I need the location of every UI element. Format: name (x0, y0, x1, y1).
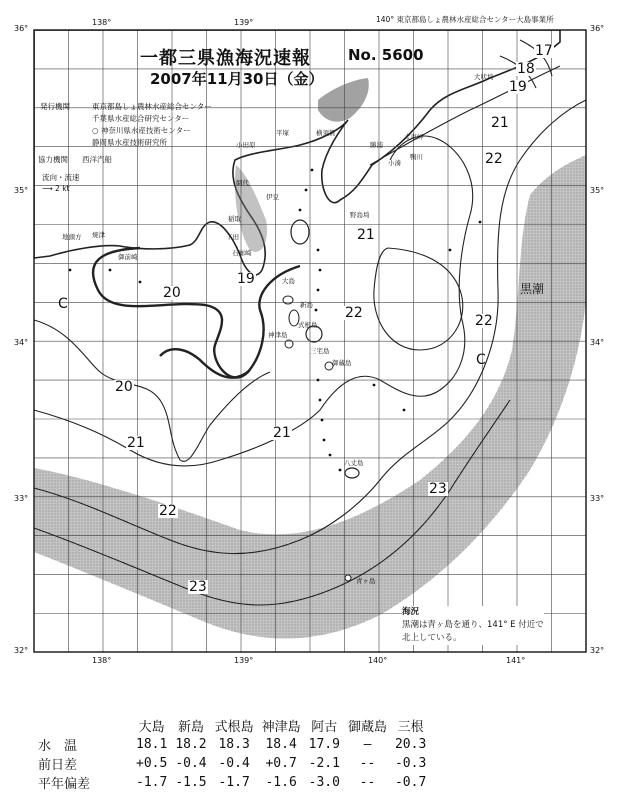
row-label: 前日差 (38, 758, 78, 773)
place-label: 小田原 (236, 141, 256, 149)
isotherm-label: 22 (159, 503, 177, 519)
cooperation-label: 協力機関 (38, 155, 68, 164)
place-label: 勝浦 (370, 141, 383, 149)
current-legend-label: 流向・流速 (42, 173, 80, 182)
lon-tick-bottom: 140° (368, 656, 388, 665)
survey-point (329, 454, 332, 457)
place-label: 鴨川 (410, 153, 423, 161)
table-cell: -- (359, 775, 376, 790)
survey-point (321, 419, 324, 422)
water-temperature-table (34, 716, 430, 792)
place-label: 御蔵島 (332, 359, 352, 367)
lat-tick-left: 33° (14, 494, 29, 503)
survey-point (449, 249, 452, 252)
survey-point (479, 221, 482, 224)
oshima-island (291, 220, 309, 244)
lat-tick-left: 34° (14, 338, 29, 347)
lat-tick-right: 35° (590, 186, 605, 195)
table-cell: +0.5 (136, 756, 168, 771)
station-header: 御蔵島 (347, 720, 387, 735)
place-label: 平塚 (276, 129, 289, 137)
header-spacer (34, 716, 132, 735)
lat-tick-right: 32° (590, 646, 605, 655)
survey-point (323, 439, 326, 442)
cold-water-label: C (476, 352, 486, 368)
table-cell: -0.4 (218, 756, 250, 771)
isotherm-label: 21 (127, 435, 145, 451)
table-cell: -1.6 (265, 775, 297, 790)
survey-point (69, 269, 72, 272)
hachijojima-island (345, 468, 359, 478)
station-header: 大島 (138, 720, 165, 735)
cooperation-value: 西洋汽船 (82, 155, 112, 164)
station-header: 神津島 (261, 720, 301, 735)
survey-point (403, 409, 406, 412)
survey-point (299, 209, 302, 212)
isotherm-label: 23 (429, 481, 447, 497)
table-cell: -1.7 (218, 775, 250, 790)
table-header-row (34, 716, 430, 735)
place-label: 地頭方 (62, 233, 82, 241)
place-label: 青ヶ島 (356, 577, 376, 585)
survey-point (373, 384, 376, 387)
place-label: 新島 (300, 301, 313, 309)
current-legend-scale: ⟶ 2 kt (42, 184, 70, 193)
publisher-org: 東京都島しょ農林水産総合センター (92, 102, 212, 111)
table-row (34, 735, 430, 754)
lon-tick-bottom: 141° (506, 656, 526, 665)
isotherm-label: 22 (345, 305, 363, 321)
place-label: 稲取 (228, 215, 241, 223)
place-label: 下田 (226, 233, 239, 241)
table-cell: 20.3 (394, 737, 427, 752)
table-row (34, 773, 430, 792)
table-cell: ― (363, 737, 372, 752)
publisher-orgs (92, 101, 212, 149)
publisher-org: 千葉県水産総合研究センター (92, 114, 190, 123)
survey-point (305, 189, 308, 192)
lon-tick-top: 139° (234, 18, 254, 27)
isotherm-label: 22 (475, 313, 493, 329)
isotherm-label: 20 (115, 379, 133, 395)
place-label: 横須賀 (316, 129, 336, 137)
survey-point (319, 399, 322, 402)
report-date: 2007年11月30日（金） (150, 70, 324, 88)
note-line: 北上している。 (402, 633, 462, 643)
isotherm-label: 19 (237, 271, 255, 287)
isotherm-label: 21 (357, 227, 375, 243)
survey-point (315, 309, 318, 312)
place-label: 八丈島 (344, 459, 364, 467)
table-cell: 18.2 (175, 737, 207, 752)
survey-point (109, 269, 112, 272)
toshima-island (283, 296, 293, 304)
isotherm-label: 23 (189, 579, 207, 595)
lat-tick-left: 36° (14, 24, 29, 33)
issue-number: No. 5600 (348, 46, 424, 64)
isotherm-label: 19 (509, 79, 527, 95)
note-line: 黒潮は青ヶ島を通り、141° E 付近で (402, 620, 544, 630)
station-header: 阿古 (311, 720, 338, 735)
place-label: 大島 (282, 277, 295, 285)
note-heading: 海況 (402, 607, 420, 617)
survey-point (339, 469, 342, 472)
lat-tick-right: 33° (590, 494, 605, 503)
isotherm-label: 22 (485, 151, 503, 167)
table-cell: -2.1 (308, 756, 340, 771)
table-cell: -3.0 (308, 775, 340, 790)
place-label: 大吠埼 (474, 73, 494, 81)
cold-water-label: C (58, 296, 68, 312)
place-label: 石廊崎 (232, 249, 252, 257)
isotherm-19-thick (160, 349, 250, 377)
aogashima-island (345, 575, 351, 581)
cooperation-block (38, 154, 112, 165)
map-credit: 140° 東京都島しょ農林水産総合センター大島事業所 (376, 15, 554, 24)
report-title: 一都三県漁海況速報 (140, 48, 311, 69)
station-header: 式根島 (214, 720, 254, 735)
table-cell: -- (359, 756, 376, 771)
place-label: 式根島 (298, 321, 318, 329)
table-cell: -0.4 (175, 756, 207, 771)
isotherm-label: 20 (163, 285, 181, 301)
table-cell: 17.9 (308, 737, 340, 752)
table-cell: 18.1 (136, 737, 168, 752)
row-label: 水 温 (38, 739, 78, 754)
survey-point (317, 289, 320, 292)
place-label: 神津島 (268, 331, 288, 339)
survey-point (311, 169, 314, 172)
place-label: 網代 (236, 179, 249, 187)
lat-tick-left: 32° (14, 646, 29, 655)
place-label: 小湊 (388, 159, 401, 167)
isotherm-label: 21 (491, 115, 509, 131)
lon-tick-top: 138° (92, 18, 112, 27)
lon-tick-bottom: 138° (92, 656, 112, 665)
lat-tick-right: 34° (590, 338, 605, 347)
survey-point (319, 269, 322, 272)
table-cell: -1.7 (136, 775, 168, 790)
isotherm-label: 17 (535, 43, 553, 59)
row-label: 平年偏差 (38, 777, 91, 792)
kuroshio-label: 黒潮 (520, 282, 545, 296)
table-cell: -1.5 (175, 775, 207, 790)
publisher-org: ○ 神奈川県水産技術センター (92, 126, 191, 135)
publisher-label: 発行機関 (40, 102, 70, 111)
table-row (34, 754, 430, 773)
place-label: 焼津 (92, 231, 105, 239)
table-cell: -0.7 (394, 775, 427, 790)
isotherm-label: 21 (273, 425, 291, 441)
sea-condition-note (402, 606, 544, 645)
place-label: 太東岬 (404, 133, 424, 141)
table-cell: +0.7 (265, 756, 297, 771)
survey-point (139, 281, 142, 284)
survey-point (317, 249, 320, 252)
place-label: 野島埼 (350, 211, 370, 219)
place-label: 御前崎 (118, 253, 138, 261)
publisher-org: 静岡県水産技術研究所 (92, 138, 167, 147)
survey-point (317, 379, 320, 382)
isotherm-label: 18 (517, 61, 535, 77)
station-header: 三根 (397, 720, 424, 735)
place-label: 三宅島 (310, 347, 330, 355)
table-cell: -0.3 (394, 756, 427, 771)
table-cell: 18.3 (218, 737, 250, 752)
station-header: 新島 (177, 720, 204, 735)
lat-tick-right: 36° (590, 24, 605, 33)
place-label: 伊豆 (266, 193, 279, 201)
current-legend (42, 172, 80, 194)
lat-tick-left: 35° (14, 186, 29, 195)
lon-tick-bottom: 139° (234, 656, 254, 665)
table-cell: 18.4 (265, 737, 297, 752)
